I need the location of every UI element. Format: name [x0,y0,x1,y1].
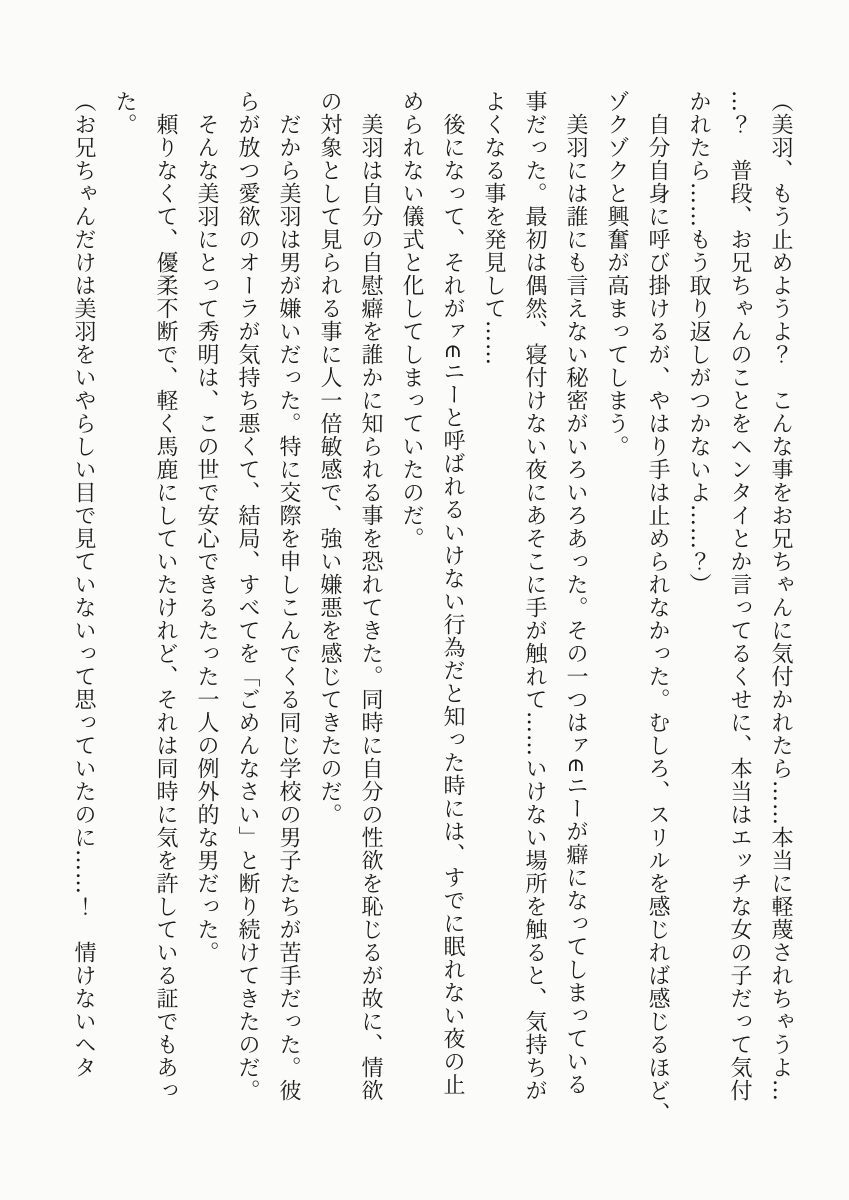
text-column-5: ゾクゾクと興奮が高まってしまう。 [604,90,629,458]
text-column-8: よくなる事を発見して…… [481,90,506,366]
text-column-16: 頼りなくて、優柔不断で、軽く馬鹿にしていたけれど、それは同時に気を許している証でもあっ [153,90,178,1102]
text-column-2: …？ 普段、お兄ちゃんのことをヘンタイとか言ってるくせに、本当はエッチな女の子だって気付 [727,90,752,1102]
text-column-13: だから美羽は男が嫌いだった。特に交際を申しこんでくる同じ学校の男子たちが苦手だった。彼 [276,90,301,1102]
text-column-12: の対象として見られる事に人一倍敏感で、強い嫌悪を感じてきたのだ。 [317,90,342,826]
text-column-11: 美羽は自分の自慰癖を誰かに知られる事を恐れてきた。同時に自分の性欲を恥じるが故に、情欲 [358,90,383,1102]
vertical-text-block [63,90,801,1125]
text-column-1: （美羽、もう止めようよ？ こんな事をお兄ちゃんに気付かれたら……本当に軽蔑されちゃうよ… [768,90,793,1102]
text-column-7: 事だった。最初は偶然、寝付けない夜にあそこに手が触れて……いけない場所を触ると、気持ちが [522,90,547,1102]
text-column-14: らが放つ愛欲のオーラが気持ち悪くて、結局、すべてを「ごめんなさい」と断り続けてきたのだ。 [235,90,260,1102]
text-column-17: た。 [112,90,137,136]
text-column-9: 後になって、それがァ∈ニーと呼ばれるいけない行為だと知った時には、すでに眠れない夜の止 [440,90,465,1097]
text-column-15: そんな美羽にとって秀明は、この世で安心できるたった一人の例外的な男だった。 [194,90,219,964]
text-column-18: （お兄ちゃんだけは美羽をいやらしい目で見ていないって思っていたのに……！ 情けないヘタ [71,90,96,1079]
text-column-6: 美羽には誰にも言えない秘密がいろいろあった。その一つはァ∈ニーが癖になってしまっている [563,90,588,1097]
text-column-10: められない儀式と化してしまっていたのだ。 [399,90,424,550]
text-column-3: かれたら……もう取り返しがつかないよ……？） [686,90,711,596]
text-column-4: 自分自身に呼び掛けるが、やはり手は止められなかった。むしろ、スリルを感じれば感じるほど、 [645,90,670,1125]
